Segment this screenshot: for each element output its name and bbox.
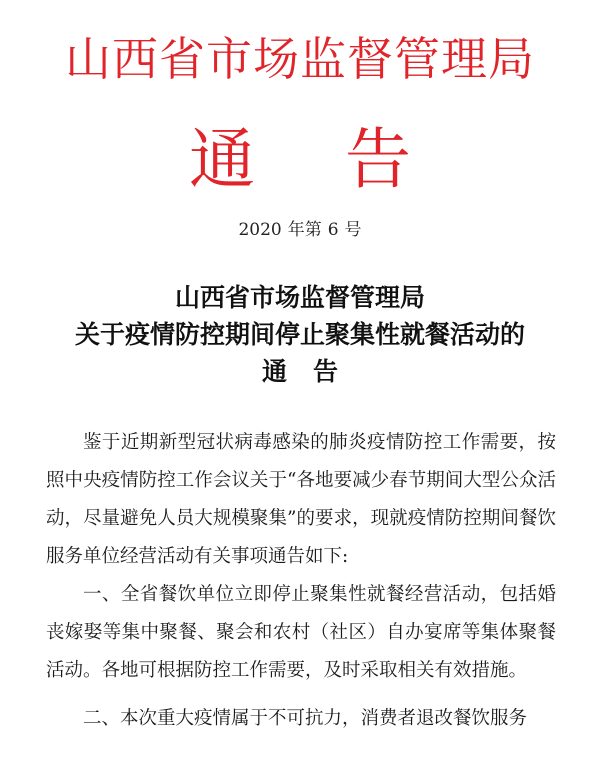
title-line-subject: 关于疫情防控期间停止聚集性就餐活动的 — [74, 320, 525, 349]
body-paragraph-intro: 鉴于近期新型冠状病毒感染的肺炎疫情防控工作需要，按照中央疫情防控工作会议关于“各地要减少春节期间大型公众活动，尽量避免人员大规模聚集”的要求，现就疫情防控期间餐饮服务单位经营活动有关事项通告如下: — [46, 432, 556, 567]
document-body — [46, 424, 556, 738]
title-line-notice: 通告 — [261, 357, 364, 386]
document-type-heading: 通告 — [189, 121, 501, 198]
doc-number-value: 6 — [327, 220, 339, 240]
doc-year: 2020 — [238, 220, 282, 240]
body-paragraph-item-1: 一、全省餐饮单位立即停止聚集性就餐经营活动，包括婚丧嫁娶等集中聚餐、聚会和农村（社区）自办宴席等集体聚餐活动。各地可根据防控工作需要，及时采取相关有效措施。 — [46, 584, 556, 681]
doc-year-suffix: 年第 — [287, 220, 322, 240]
body-paragraph-item-2: 二、本次重大疫情属于不可抗力，消费者退改餐饮服务 — [83, 708, 528, 729]
document-title — [0, 279, 600, 390]
agency-name-header: 山西省市场监督管理局 — [65, 32, 535, 86]
title-line-agency: 山西省市场监督管理局 — [174, 283, 425, 312]
document-number — [0, 218, 600, 242]
doc-number-suffix: 号 — [344, 220, 362, 240]
